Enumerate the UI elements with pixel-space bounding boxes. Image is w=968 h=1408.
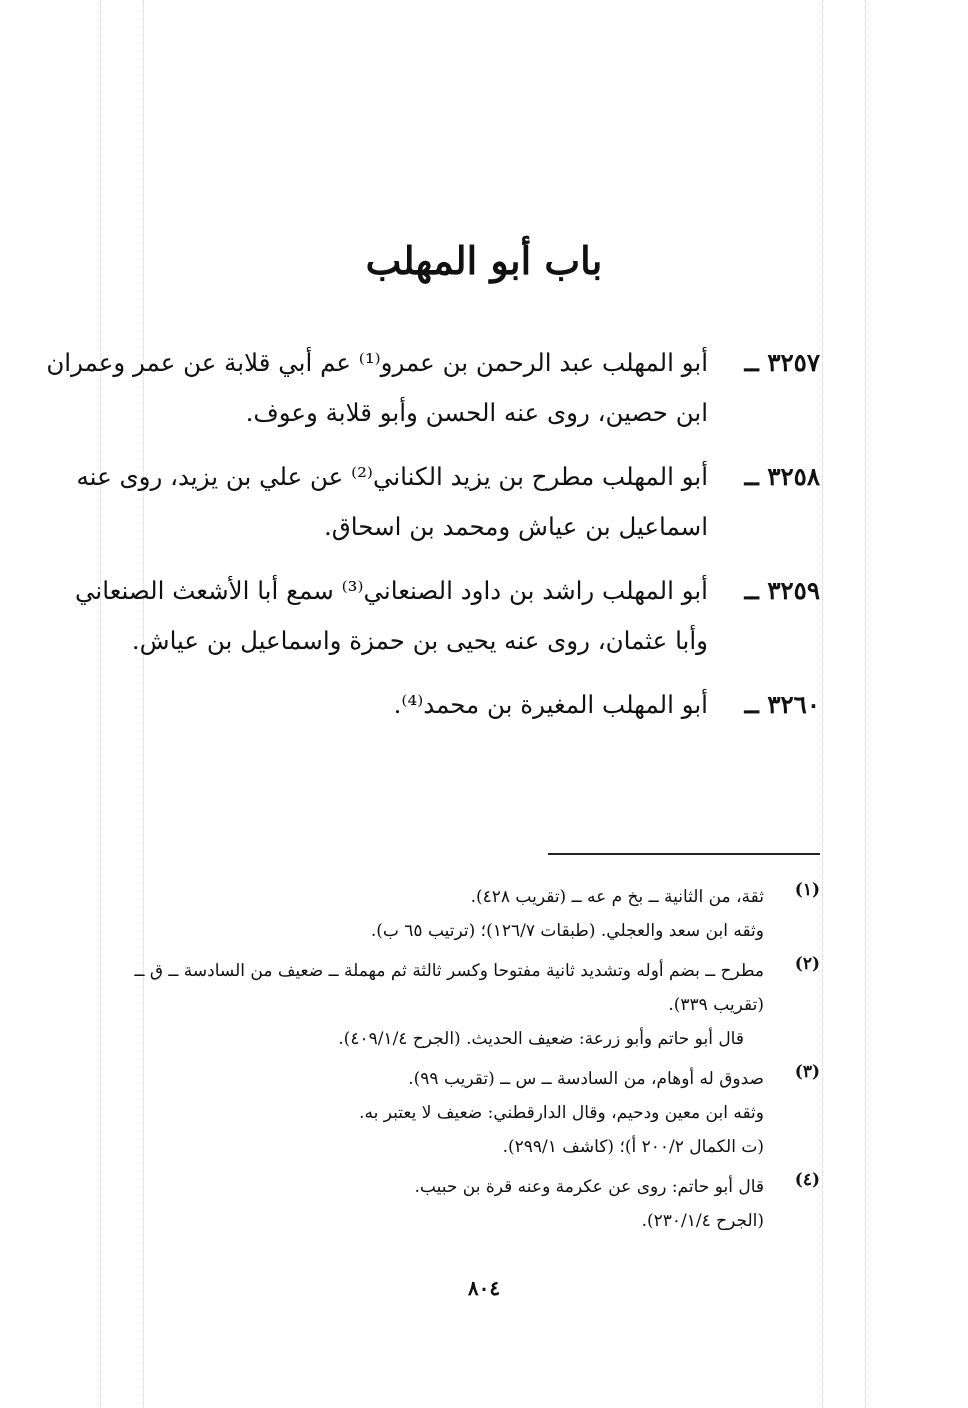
- footnote-number: (٣): [794, 1062, 820, 1082]
- entry-text-line: أبو المهلب مطرح بن يزيد الكناني⁽²⁾ عن علي بن يزيد، روى عنه: [76, 462, 708, 491]
- footnote-line: ثقة، من الثانية ــ بخ م عه ــ (تقريب ٤٢٨).: [470, 887, 764, 907]
- footnote-line: مطرح ــ بضم أوله وتشديد ثانية مفتوحا وكسر ثالثة ثم مهملة ــ ضعيف من السادسة ــ ق ــ: [134, 961, 764, 981]
- scan-guide-line: [100, 0, 101, 1408]
- entry-number: ٣٢٦٠ ــ: [744, 690, 820, 719]
- footnote-line: وثقه ابن معين ودحيم، وقال الدارقطني: ضعيف لا يعتبر به.: [359, 1103, 764, 1123]
- entry-3257: [46, 338, 820, 438]
- scan-guide-line: [865, 0, 866, 1408]
- entry-text-line: أبو المهلب راشد بن داود الصنعاني⁽³⁾ سمع أبا الأشعث الصنعاني: [75, 576, 708, 605]
- entry-number: ٣٢٥٧ ــ: [744, 348, 820, 377]
- footnote-line: (ت الكمال ٢٠٠/٢ أ)؛ (كاشف ٢٩٩/١).: [502, 1137, 764, 1157]
- footnote-line: (الجرح ٢٣٠/١/٤).: [641, 1211, 764, 1231]
- footnote-number: (٢): [794, 954, 820, 974]
- footnote-2: [120, 954, 820, 1056]
- entry-3258: [76, 452, 820, 552]
- entry-number: ٣٢٥٩ ــ: [744, 576, 820, 605]
- chapter-title: باب أبو المهلب: [365, 238, 603, 283]
- footnote-1: [120, 880, 820, 948]
- footnote-number: (١): [794, 880, 820, 900]
- entry-text-line: أبو المهلب المغيرة بن محمد⁽⁴⁾.: [393, 690, 708, 719]
- footnote-line: قال أبو حاتم وأبو زرعة: ضعيف الحديث. (الجرح ٤٠٩/١/٤).: [338, 1029, 744, 1049]
- footnote-separator: [548, 853, 820, 855]
- entry-3259: [75, 566, 820, 666]
- footnotes: [120, 880, 820, 1244]
- entry-number: ٣٢٥٨ ــ: [744, 462, 820, 491]
- entry-list: [46, 338, 820, 744]
- entry-text-line: ابن حصين، روى عنه الحسن وأبو قلابة وعوف.: [245, 398, 708, 427]
- footnote-line: صدوق له أوهام، من السادسة ــ س ــ (تقريب ٩٩).: [408, 1069, 764, 1089]
- entry-3260: [120, 680, 820, 730]
- footnote-line: (تقريب ٣٣٩).: [668, 995, 764, 1015]
- footnote-line: قال أبو حاتم: روى عن عكرمة وعنه قرة بن حبيب.: [414, 1177, 764, 1197]
- entry-text-line: وأبا عثمان، روى عنه يحيى بن حمزة واسماعيل بن عياش.: [131, 626, 708, 655]
- scan-guide-line: [822, 0, 823, 1408]
- entry-text-line: أبو المهلب عبد الرحمن بن عمرو⁽¹⁾ عم أبي قلابة عن عمر وعمران: [46, 348, 708, 377]
- footnote-3: [120, 1062, 820, 1164]
- page-number: ٨٠٤: [467, 1276, 501, 1300]
- entry-text-line: اسماعيل بن عياش ومحمد بن اسحاق.: [324, 512, 708, 541]
- footnote-line: وثقه ابن سعد والعجلي. (طبقات ١٢٦/٧)؛ (ترتيب ٦٥ ب).: [370, 921, 764, 941]
- footnote-4: [120, 1170, 820, 1238]
- footnote-number: (٤): [794, 1170, 820, 1190]
